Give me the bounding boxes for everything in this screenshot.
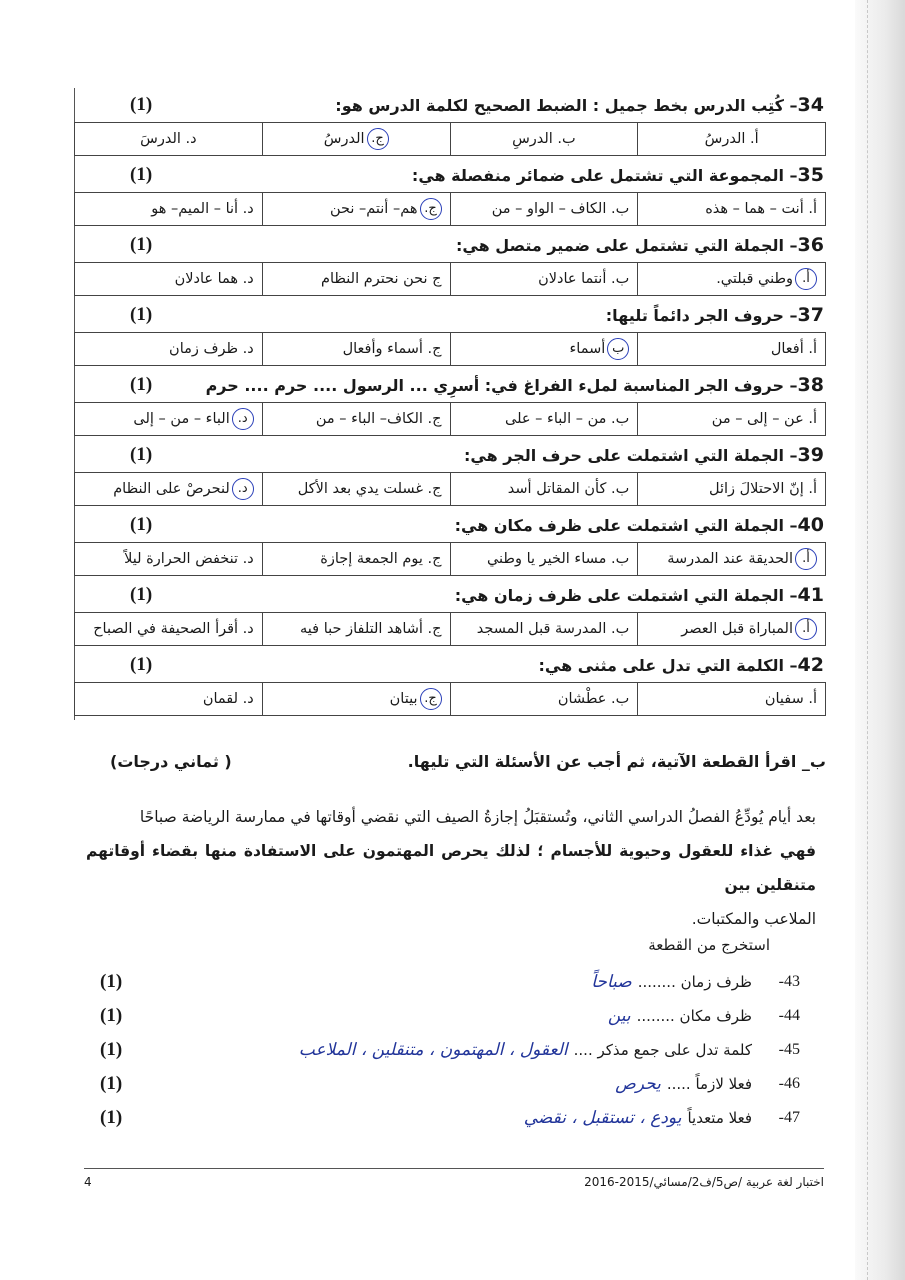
question-score: (1): [130, 94, 153, 115]
question-header: [74, 228, 826, 262]
handwritten-answer[interactable]: العقول ، المهتمون ، متنقلين ، الملاعب: [298, 1040, 568, 1060]
option-label: أ. سفيان: [764, 691, 817, 707]
option-label: ب. أنتما عادلان: [538, 271, 630, 287]
extract-item-number: 47-: [778, 1109, 800, 1126]
question-number: 37: [797, 304, 824, 326]
option-label: أ. أنت – هما – هذه: [705, 201, 817, 217]
question-number: 38: [797, 374, 824, 396]
options-row: [74, 682, 826, 716]
answer-option[interactable]: [450, 123, 638, 155]
selected-answer-circle: أ.: [795, 548, 817, 570]
section-b-instruction: ب_ اقرأ القطعة الآتية، ثم أجب عن الأسئلة التي تليها.: [407, 752, 826, 771]
question-header: [74, 648, 826, 682]
selected-answer-circle: د.: [232, 408, 254, 430]
extract-item: [100, 1068, 800, 1100]
option-label: وطني قبلتي.: [716, 271, 793, 287]
question-text: 42– الكلمة التي تدل على مثنى هي:: [538, 654, 824, 676]
question-header: [74, 368, 826, 402]
question-text: 35– المجموعة التي تشتمل على ضمائر منفصلة هي:: [411, 164, 824, 186]
handwritten-answer[interactable]: يودع ، تستقبل ، نقضي: [523, 1108, 682, 1128]
selected-answer-circle: أ.: [795, 268, 817, 290]
option-label: المباراة قبل العصر: [681, 621, 793, 637]
question-text: 37– حروف الجر دائماً تليها:: [605, 304, 824, 326]
answer-option[interactable]: [75, 403, 262, 435]
answer-option[interactable]: [637, 613, 825, 645]
extract-item: [100, 1102, 800, 1134]
question-header: [74, 578, 826, 612]
question-stem: الجملة التي اشتملت على ظرف زمان هي:: [454, 586, 784, 605]
option-label: لنحرصْ على النظام: [113, 481, 230, 497]
answer-option[interactable]: [637, 403, 825, 435]
option-label: الحديقة عند المدرسة: [667, 551, 793, 567]
answer-option[interactable]: [637, 473, 825, 505]
question-text: 38– حروف الجر المناسبة لملء الفراغ في: أسرِي ... الرسول .... حرم .... حرم: [205, 374, 824, 396]
passage-line: الملاعب والمكتبات.: [691, 910, 816, 928]
reading-passage: [86, 800, 816, 936]
answer-option[interactable]: [262, 683, 450, 715]
scan-edge: [855, 0, 905, 1280]
option-label: أ. إنّ الاحتلالَ زائل: [708, 481, 817, 497]
extract-item-label: ظرف مكان ........: [636, 1007, 752, 1025]
answer-option[interactable]: [75, 333, 262, 365]
question-score: (1): [130, 514, 153, 535]
extract-item-label: فعلا لازماً .....: [666, 1075, 752, 1093]
answer-option[interactable]: [75, 613, 262, 645]
option-label: ب. من – الباء – على: [505, 411, 630, 427]
question-number: 39: [797, 444, 824, 466]
answer-option[interactable]: [262, 193, 450, 225]
question-score: (1): [130, 654, 153, 675]
answer-option[interactable]: [450, 613, 638, 645]
question-stem: الجملة التي اشتملت على ظرف مكان هي:: [454, 516, 784, 535]
question-number: 34: [797, 94, 824, 116]
question-score: (1): [130, 374, 153, 395]
question-stem: المجموعة التي تشتمل على ضمائر منفصلة هي:: [411, 166, 784, 185]
question-stem: كُتِب الدرس بخط جميل : الضبط الصحيح لكلمة الدرس هو:: [335, 96, 784, 115]
option-label: ج. أشاهد التلفاز حبا فيه: [300, 621, 442, 637]
footer-text: اختبار لغة عربية /ص5/ف2/مسائي/2015-2016: [584, 1175, 824, 1189]
question-score: (1): [130, 444, 153, 465]
question-number: 40: [797, 514, 824, 536]
answer-option[interactable]: [75, 263, 262, 295]
options-row: [74, 402, 826, 436]
handwritten-answer[interactable]: بين: [607, 1006, 631, 1026]
answer-option[interactable]: [450, 193, 638, 225]
question-header: [74, 508, 826, 542]
questions-section: [74, 88, 826, 718]
option-label: ب. عطْشان: [557, 691, 630, 707]
answer-option[interactable]: [450, 473, 638, 505]
option-label: أسماء: [569, 341, 606, 357]
answer-option[interactable]: [75, 193, 262, 225]
option-label: ج نحن نحترم النظام: [321, 271, 442, 287]
question-stem: حروف الجر المناسبة لملء الفراغ في: أسرِي ... الرسول .... حرم .... حرم: [205, 376, 784, 395]
extract-item: [100, 966, 800, 998]
selected-answer-circle: ج.: [420, 688, 442, 710]
question-number: 35: [797, 164, 824, 186]
option-label: هم– أنتم– نحن: [329, 201, 418, 217]
question-header: [74, 88, 826, 122]
question-text: 40– الجملة التي اشتملت على ظرف مكان هي:: [454, 514, 824, 536]
answer-option[interactable]: [450, 403, 638, 435]
extract-item-number: 44-: [778, 1007, 800, 1024]
options-row: [74, 612, 826, 646]
answer-option[interactable]: [450, 683, 638, 715]
option-label: د. ظرف زمان: [169, 341, 254, 357]
question-header: [74, 158, 826, 192]
option-label: د. أقرأ الصحيفة في الصباح: [93, 621, 254, 637]
question-stem: الجملة التي تشتمل على ضمير متصل هي:: [456, 236, 784, 255]
option-label: أ. الدرسُ: [704, 131, 759, 147]
answer-option[interactable]: [262, 613, 450, 645]
question-score: (1): [130, 584, 153, 605]
answer-option[interactable]: [262, 263, 450, 295]
section-b-marks: ( ثماني درجات): [110, 752, 232, 771]
option-label: د. تنخفض الحرارة ليلاً: [124, 551, 254, 567]
option-label: ج. غسلت يدي بعد الأكل: [297, 481, 442, 497]
question-header: [74, 438, 826, 472]
selected-answer-circle: ج.: [420, 198, 442, 220]
question-text: 41– الجملة التي اشتملت على ظرف زمان هي:: [454, 584, 824, 606]
question-text: 34– كُتِب الدرس بخط جميل : الضبط الصحيح لكلمة الدرس هو:: [335, 94, 824, 116]
option-label: د. أنا – الميم– هو: [151, 201, 254, 217]
answer-option[interactable]: [75, 123, 262, 155]
options-row: [74, 122, 826, 156]
option-label: ب. المدرسة قبل المسجد: [476, 621, 630, 637]
option-label: بيتان: [389, 691, 418, 707]
options-row: [74, 542, 826, 576]
answer-option[interactable]: [637, 193, 825, 225]
extract-item-score: (1): [100, 1005, 123, 1026]
option-label: ج. يوم الجمعة إجازة: [320, 551, 442, 567]
answer-option[interactable]: [450, 333, 638, 365]
extract-item-score: (1): [100, 1039, 123, 1060]
question-text: 39– الجملة التي اشتملت على حرف الجر هي:: [464, 444, 824, 466]
answer-option[interactable]: [262, 543, 450, 575]
question-score: (1): [130, 234, 153, 255]
selected-answer-circle: ب: [607, 338, 629, 360]
extract-item-label: ظرف زمان ........: [637, 973, 752, 991]
question-text: 36– الجملة التي تشتمل على ضمير متصل هي:: [456, 234, 824, 256]
answer-option[interactable]: [262, 403, 450, 435]
option-label: د. لقمان: [202, 691, 254, 707]
section-b-header: [110, 752, 826, 771]
page-footer: [84, 1168, 824, 1189]
option-label: أ. أفعال: [770, 341, 817, 357]
extract-item-label: كلمة تدل على جمع مذكر ....: [573, 1041, 752, 1059]
answer-option[interactable]: [450, 543, 638, 575]
question-number: 42: [797, 654, 824, 676]
question-number: 36: [797, 234, 824, 256]
answer-option[interactable]: [262, 333, 450, 365]
question-score: (1): [130, 164, 153, 185]
question-header: [74, 298, 826, 332]
answer-option[interactable]: [262, 123, 450, 155]
extract-item-label: فعلا متعدياً: [687, 1109, 752, 1127]
option-label: ب. كأن المقاتل أسد: [507, 481, 630, 497]
page-number: 4: [84, 1175, 92, 1189]
options-row: [74, 332, 826, 366]
extract-title: استخرج من القطعة: [648, 936, 770, 954]
answer-option[interactable]: [262, 473, 450, 505]
option-label: ب. الدرسِ: [512, 131, 576, 147]
option-label: د. الدرسَ: [140, 131, 197, 147]
answer-option[interactable]: [637, 543, 825, 575]
option-label: ج. أسماء وأفعال: [342, 341, 442, 357]
selected-answer-circle: ج.: [367, 128, 389, 150]
extract-item-score: (1): [100, 1107, 123, 1128]
extract-item-number: 45-: [778, 1041, 800, 1058]
extract-item-number: 43-: [778, 973, 800, 990]
question-stem: الجملة التي اشتملت على حرف الجر هي:: [464, 446, 784, 465]
answer-option[interactable]: [637, 333, 825, 365]
answer-option[interactable]: [75, 683, 262, 715]
selected-answer-circle: أ.: [795, 618, 817, 640]
option-label: أ. عن – إلى – من: [711, 411, 817, 427]
option-label: ب. مساء الخير يا وطني: [486, 551, 630, 567]
options-row: [74, 472, 826, 506]
option-label: الباء – من – إلى: [133, 411, 230, 427]
answer-option[interactable]: [450, 263, 638, 295]
extract-item-score: (1): [100, 971, 123, 992]
question-stem: الكلمة التي تدل على مثنى هي:: [538, 656, 784, 675]
answer-option[interactable]: [75, 543, 262, 575]
passage-line: بعد أيام يُودِّعُ الفصلُ الدراسي الثاني، وتُستقبَلُ إجازةُ الصيف التي نقضي أوقاتها في ممارسة الرياضة صباحًا: [139, 808, 816, 826]
option-label: الدرسُ: [323, 131, 365, 147]
answer-option[interactable]: [637, 123, 825, 155]
question-stem: حروف الجر دائماً تليها:: [605, 306, 784, 325]
selected-answer-circle: د.: [232, 478, 254, 500]
passage-line: فهي غذاء للعقول وحيوية للأجسام ؛ لذلك يحرص المهتمون على الاستفادة منها بقضاء أوقاتهم متنقلين بين: [86, 842, 816, 894]
options-row: [74, 262, 826, 296]
answer-option[interactable]: [637, 683, 825, 715]
handwritten-answer[interactable]: يحرص: [615, 1074, 661, 1094]
extract-item: [100, 1034, 800, 1066]
handwritten-answer[interactable]: صباحاً: [591, 972, 632, 992]
option-label: د. هما عادلان: [174, 271, 254, 287]
extract-item: [100, 1000, 800, 1032]
options-row: [74, 192, 826, 226]
extract-item-score: (1): [100, 1073, 123, 1094]
answer-option[interactable]: [637, 263, 825, 295]
question-score: (1): [130, 304, 153, 325]
question-number: 41: [797, 584, 824, 606]
extract-item-number: 46-: [778, 1075, 800, 1092]
option-label: ج. الكاف– الباء – من: [315, 411, 442, 427]
answer-option[interactable]: [75, 473, 262, 505]
option-label: ب. الكاف – الواو – من: [491, 201, 630, 217]
